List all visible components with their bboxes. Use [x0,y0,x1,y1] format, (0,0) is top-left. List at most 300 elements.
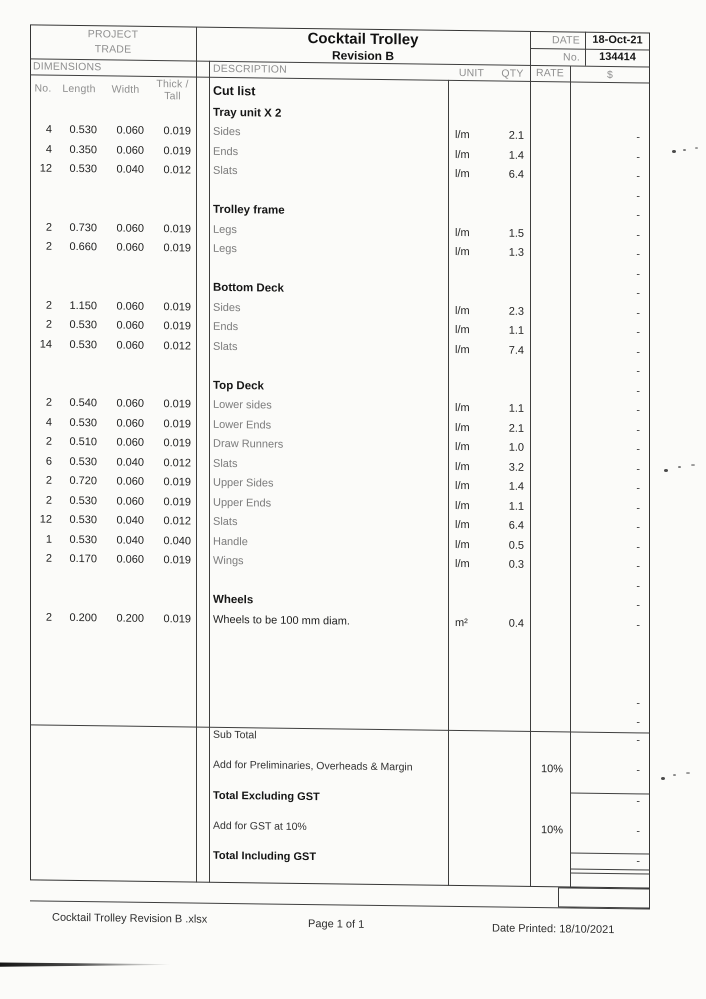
cell-thick [149,112,196,113]
totals-dollar [570,785,650,786]
cell-description [209,268,448,271]
cell-thick: 0.019 [163,320,191,333]
cell-qty: 3.2 [508,461,524,474]
cell-description: Sides [213,301,241,314]
cell-thick [149,365,196,366]
unit-column-header: UNIT [458,67,485,80]
cell-unit [448,94,495,95]
cell-qty: 1.1 [508,402,524,416]
cell-dollar: - [636,716,640,729]
cell-unit [448,369,495,370]
cell-dollar: - [636,170,640,183]
cell-rate [530,468,570,469]
cell-length: 0.530 [69,533,97,547]
cell-dollar: - [636,131,640,144]
totals-rate: 10% [540,763,563,776]
totals-label: Add for Preliminaries, Overheads & Margin [213,758,413,774]
totals-label [30,873,530,880]
sheet-title: Cocktail Trolley [307,30,419,49]
cell-no: 4 [45,123,52,136]
qty-column-header: QTY [501,67,524,80]
cell-thick: 0.019 [163,554,191,567]
cell-width: 0.060 [116,436,144,450]
cell-dollar: - [636,151,640,164]
cell-qty: 0.4 [508,617,524,630]
cell-unit: m² [455,616,468,629]
body-rows [30,76,650,732]
cell-length: 1.150 [69,299,97,313]
dollar-column-header: $ [606,68,614,82]
cell-thick [149,599,196,600]
cell-thick: 0.019 [163,398,191,411]
cell-dollar [570,663,650,664]
cell-width [102,287,149,288]
cell-length: 0.730 [69,221,97,235]
cell-no: 2 [45,299,52,312]
cell-qty: 6.4 [508,519,524,533]
cell-qty: 2.1 [508,129,524,143]
cell-no: 6 [45,455,52,468]
cell-unit [448,389,495,390]
cell-rate [530,448,570,449]
totals-rate [530,870,570,871]
cell-width: 0.060 [116,475,144,489]
number-label: No. [563,51,580,64]
cell-length: 0.530 [69,416,97,430]
cell-unit: l/m [455,129,470,142]
cell-rate [530,390,570,391]
cell-rate [530,292,570,293]
cell-thick [149,268,196,269]
cell-unit [448,720,495,721]
cell-length [56,208,102,209]
grid-line [30,900,650,910]
cost-sheet-table [30,24,650,908]
cell-rate [530,702,570,703]
totals-rate [530,814,570,815]
cell-length [56,656,102,657]
cell-description [209,658,448,661]
date-value: 18-Oct-21 [592,33,643,47]
totals-rate [530,860,570,861]
cell-width: 0.060 [116,319,144,333]
cell-thick: 0.012 [163,456,191,470]
cell-rate [530,253,570,254]
no-subheader: No. [34,82,52,95]
cell-dollar [570,683,650,684]
cell-rate [530,117,570,118]
cell-rate [530,487,570,488]
cell-rate [530,156,570,157]
totals-rate [530,754,570,755]
cell-dollar: - [636,346,640,359]
cell-dollar: - [636,229,640,242]
cell-thick [149,658,196,659]
totals-dollar [570,880,650,881]
cell-length [56,110,102,111]
totals-rate [530,739,570,740]
cell-no: 2 [45,318,52,331]
cell-dollar: - [636,365,640,378]
cell-rate [530,429,570,430]
totals-dollar: - [636,734,640,747]
cell-dollar: - [636,443,640,456]
cell-length: 0.720 [69,475,97,488]
totals-dollar: - [636,824,640,837]
cell-dollar: - [636,248,640,261]
cell-qty: 1.3 [508,246,524,260]
cell-description: Wheels [213,594,254,607]
cell-dollar: - [636,619,640,632]
cell-description: Slats [213,457,238,470]
cell-no: 2 [45,396,52,409]
cell-thick [149,638,196,639]
cell-rate [530,312,570,313]
cell-length [56,715,102,716]
cell-qty: 1.0 [508,441,524,455]
cell-width [102,384,149,385]
rate-column-header: RATE [535,67,565,80]
cell-width [102,209,149,210]
cell-thick [149,190,196,191]
cell-unit: l/m [455,519,470,532]
cell-width [102,579,149,580]
thick-subheader-line1: Thick / [156,78,189,91]
cell-unit [448,194,495,195]
totals-rate [530,784,570,785]
cell-length [56,188,102,189]
cell-length [56,89,102,90]
cell-thick: 0.012 [163,164,191,177]
totals-label [30,838,530,845]
cell-dollar: - [636,268,640,281]
cell-rate [530,273,570,274]
cell-dollar: - [636,560,640,573]
cell-dollar: - [636,385,640,398]
cell-length: 0.530 [69,338,97,352]
cell-description: Upper Sides [213,477,274,490]
cell-rate [530,195,570,196]
description-column-header: DESCRIPTION [213,62,287,76]
cell-unit [448,642,495,643]
cell-dollar: - [636,541,640,554]
totals-rows [30,724,650,888]
date-label: DATE [551,34,580,47]
length-subheader: Length [62,82,96,96]
cell-description: Sides [213,126,241,139]
cell-description: Ends [213,321,239,334]
totals-rate [530,879,570,880]
cell-unit: l/m [455,304,470,317]
footer-page-number: Page 1 of 1 [308,918,365,931]
cell-width: 0.060 [116,553,144,567]
cell-dollar: - [636,190,640,203]
cell-width [102,599,149,600]
cell-length [56,695,102,696]
cell-description: Handle [213,535,248,548]
cell-unit: l/m [455,148,470,161]
cell-unit: l/m [455,460,470,473]
cell-dollar: - [636,209,640,222]
cell-length [56,637,102,638]
cell-dollar: - [636,482,640,495]
cell-qty: 7.4 [508,344,524,357]
cell-length [56,266,102,267]
cell-rate [530,95,570,96]
cell-thick [149,580,196,581]
cell-description: Lower sides [213,399,272,412]
cell-description: Tray unit X 2 [213,106,282,120]
cell-rate [530,585,570,586]
cell-description: Cut list [213,83,256,99]
number-value: 134414 [599,50,636,64]
cell-length [56,383,102,384]
cell-thick [149,287,196,288]
cell-width: 0.060 [116,417,144,430]
cell-thick: 0.019 [163,437,191,450]
cell-unit: l/m [455,246,470,259]
cell-description: Legs [213,223,237,236]
cell-length: 0.510 [69,436,97,449]
totals-rate [530,799,570,800]
cell-dollar: - [636,404,640,417]
cell-thick: 0.019 [163,495,191,509]
cell-dollar [570,117,650,118]
cell-unit: l/m [455,499,470,512]
cell-width: 0.060 [116,241,144,255]
cell-thick: 0.019 [163,300,191,314]
cell-no: 2 [45,494,52,507]
cell-thick: 0.019 [163,242,191,255]
cell-length [56,578,102,579]
cell-description [209,697,448,700]
cell-description [209,366,448,369]
cell-qty: 0.5 [508,539,524,552]
totals-dollar [570,870,650,871]
cell-unit [448,272,495,273]
cell-unit: l/m [455,441,470,454]
cell-description: Slats [213,165,238,178]
cell-description [209,580,448,583]
cell-description: Draw Runners [213,438,284,451]
cell-qty: 0.3 [508,558,524,572]
cell-rate [530,565,570,566]
cell-width: 0.060 [116,397,144,411]
cell-unit: l/m [455,480,470,493]
cell-qty: 1.1 [508,324,524,338]
totals-dollar [570,754,650,755]
cell-width [102,657,149,658]
cell-length: 0.530 [69,319,97,332]
cell-rate [530,331,570,332]
cell-thick: 0.019 [163,612,191,626]
cell-width: 0.060 [116,222,144,235]
cell-thick: 0.012 [163,515,191,528]
cell-qty: 6.4 [508,168,524,182]
cell-unit [448,213,495,214]
cell-description: Trolley frame [213,204,285,217]
cell-dollar: - [636,502,640,515]
cell-no: 2 [45,240,52,253]
cell-rate [530,507,570,508]
cell-thick: 0.019 [163,144,191,158]
sheet-subtitle: Revision B [331,48,394,64]
cell-thick: 0.019 [163,222,191,236]
cell-dollar: - [636,463,640,476]
cell-length [56,286,102,287]
cell-width: 0.040 [116,163,144,177]
cell-description [209,639,448,642]
cell-width [102,189,149,190]
cell-unit: l/m [455,226,470,239]
thick-subheader-line2: Tall [164,90,181,103]
cell-width [102,716,149,717]
cell-length: 0.200 [69,611,97,625]
cell-no: 14 [39,338,52,351]
cell-thick: 0.012 [163,339,191,353]
cell-length: 0.530 [69,494,97,508]
totals-label [30,747,530,754]
cell-width: 0.040 [116,534,144,547]
cell-width: 0.060 [116,124,144,138]
cell-unit [448,116,495,117]
cell-width: 0.060 [116,300,144,313]
totals-rate [530,844,570,845]
cell-width: 0.040 [116,514,144,528]
cell-width [102,111,149,112]
cell-qty: 1.4 [508,480,524,494]
cell-thick [149,209,196,210]
cell-qty: 1.1 [508,500,524,513]
dimensions-label: DIMENSIONS [33,60,102,74]
cell-description: Ends [213,145,239,158]
cell-description: Wings [213,555,244,568]
cell-dollar: - [636,697,640,710]
cell-rate [530,682,570,683]
totals-label: Total Excluding GST [213,789,320,803]
cell-rate [530,175,570,176]
cell-thick [149,677,196,678]
trade-label: TRADE [94,43,132,56]
cell-description: Wheels to be 100 mm diam. [213,613,350,628]
cell-unit: l/m [455,421,470,434]
cell-no: 12 [39,162,52,175]
cell-rate [530,214,570,215]
cell-length: 0.540 [69,397,97,410]
cell-rate [530,604,570,605]
cell-unit [448,603,495,604]
cell-dollar: - [636,599,640,612]
cell-no: 2 [45,611,52,624]
cell-unit: l/m [455,538,470,551]
totals-dollar: - [636,794,640,807]
cell-rate [530,234,570,235]
cell-unit: l/m [455,402,470,415]
cell-unit [448,681,495,682]
cell-dollar: - [636,326,640,339]
cell-thick [149,697,196,698]
totals-dollar [570,815,650,816]
cell-rate [530,624,570,625]
scan-speck [673,774,676,776]
cell-thick [149,90,196,91]
cell-rate [530,643,570,644]
cell-no: 2 [45,221,52,234]
scan-speck [664,469,668,472]
cell-description: Bottom Deck [213,282,284,295]
cell-thick [149,385,196,386]
totals-dollar: - [636,764,640,777]
cell-thick [149,716,196,717]
cell-description: Top Deck [213,379,264,393]
footer-date-printed: Date Printed: 18/10/2021 [492,922,615,937]
cell-length: 0.530 [69,514,97,527]
grand-total-cell [558,887,650,908]
cell-no: 12 [39,513,52,526]
cell-unit [448,701,495,702]
cell-dollar: - [636,580,640,593]
cell-dollar [570,95,650,96]
cell-dollar: - [636,521,640,534]
cell-length [56,676,102,677]
cell-dollar: - [636,424,640,437]
totals-dollar: - [636,855,640,868]
cell-description: Legs [213,243,237,256]
cell-dollar: - [636,307,640,320]
cell-thick: 0.019 [163,417,191,431]
totals-dollar [570,845,650,846]
cell-no: 2 [45,552,52,565]
cell-length: 0.350 [69,143,97,157]
cell-qty: 1.5 [508,227,524,240]
cell-rate [530,370,570,371]
cell-unit: l/m [455,343,470,356]
cell-length [56,598,102,599]
cell-description [209,678,448,681]
scan-speck [672,150,676,153]
cell-description [209,717,448,720]
totals-label [30,778,530,785]
project-label: PROJECT [87,28,139,41]
totals-label: Sub Total [213,728,257,742]
cell-unit: l/m [455,558,470,571]
totals-label: Total Including GST [213,849,317,864]
cell-width [102,696,149,697]
cell-qty: 1.4 [508,149,524,162]
cell-thick: 0.040 [163,534,191,548]
cell-length: 0.530 [69,163,97,176]
cell-unit [448,584,495,585]
scan-speck [691,464,695,466]
cell-width [102,267,149,268]
cell-qty: 2.3 [508,305,524,318]
scan-speck [678,466,681,468]
cell-description: Slats [213,516,238,529]
cell-length: 0.170 [69,553,97,566]
cell-length: 0.660 [69,241,97,254]
cell-length [56,364,102,365]
cell-no: 4 [45,143,52,156]
cell-unit: l/m [455,324,470,337]
cell-dollar [570,644,650,645]
cell-width: 0.200 [116,612,144,625]
cell-qty: 2.1 [508,422,524,435]
scan-speck [683,149,686,151]
cell-no: 2 [45,435,52,448]
totals-rate: 10% [540,823,563,836]
cell-no: 1 [45,533,52,546]
cell-width [102,365,149,366]
